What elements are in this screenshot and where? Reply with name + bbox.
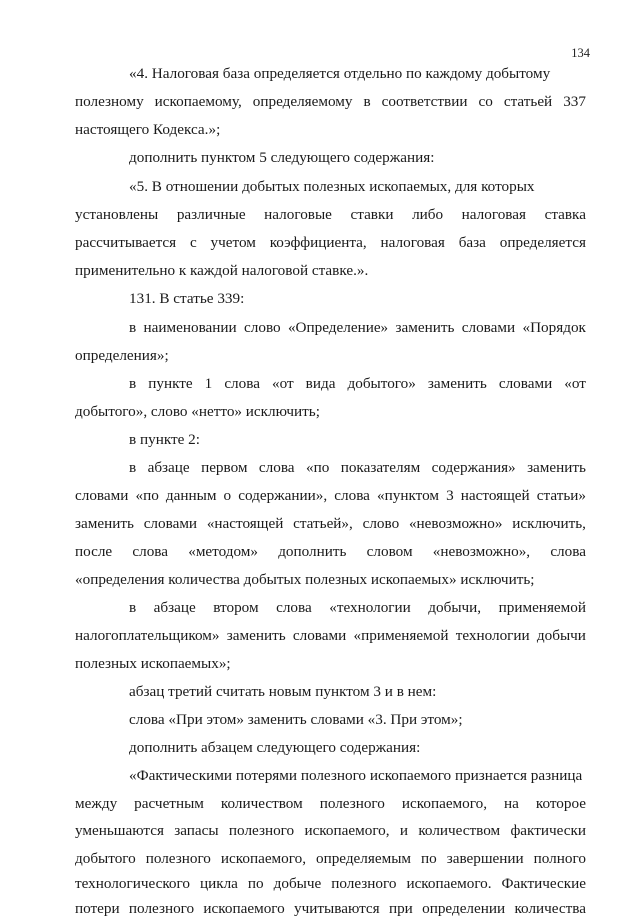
word: абзаце [147,459,190,476]
word: «Порядок [522,319,586,336]
word: определяемому [252,93,353,110]
word: потери [75,900,120,917]
word: «по [135,487,159,504]
word: «по [305,459,330,476]
word: слово [244,319,281,336]
word: полезного [145,850,211,867]
text-line [75,539,586,565]
word: слова «При этом» заменить словами «3. При этом»; [129,711,463,728]
word: «пунктом [377,487,439,504]
word: количества [514,900,586,917]
word: вида [305,375,336,392]
word: добытого» [347,375,416,392]
word: применительно к каждой налоговой ставке.». [75,262,369,279]
word: настоящей [460,487,530,504]
word: в пункте 2: [129,431,200,448]
text-line [75,483,586,509]
word: «определения количества добытых полезных ископаемых» исключить; [75,571,535,588]
text-line [129,371,586,397]
word: полезного [319,795,385,812]
word: ископаемому, [154,93,242,110]
word: различные [176,206,246,223]
word: либо [412,206,444,223]
word: завершении [446,850,524,867]
text-line [75,258,586,284]
word: слова [276,599,312,616]
word: запасы [174,822,219,839]
word: «5. В отношении добытых полезных ископаемых, для которых [129,178,535,195]
text-line [129,735,586,761]
word: слова [132,543,169,560]
text-line [75,89,586,115]
word: заменить [527,459,586,476]
word: коэффициента, [269,234,367,251]
word: полезного [228,822,295,839]
word: «Фактическими потерями полезного ископаемого признается разница [129,767,583,784]
word: словами [292,627,347,644]
text-line [129,61,586,87]
text-line [129,174,586,200]
word: по [247,875,264,892]
word: 131. В статье 339: [129,290,245,307]
word: содержании», [238,487,328,504]
word: содержания» [431,459,516,476]
text-line [129,707,586,733]
word: первом [201,459,248,476]
word: определении [422,900,506,917]
word: о [223,487,232,504]
word: абзац третий считать новым пунктом 3 и в нем: [129,683,437,700]
word: технологического [75,875,190,892]
word: абзаце [153,599,196,616]
word: количеством [220,795,303,812]
word: база [458,234,486,251]
word: полезного [331,875,397,892]
text-line [129,315,586,341]
word: в [129,375,137,392]
word: «Определение» [287,319,389,336]
word: добытого [75,850,136,867]
text-line [75,896,586,922]
word: определяемым [315,850,412,867]
word: добычи [536,627,586,644]
word: «настоящей [206,515,284,532]
text-line [75,567,586,593]
word: заменить [226,627,286,644]
word: слово [362,515,400,532]
word: налоговые [264,206,332,223]
word: ископаемого. [406,875,492,892]
word: по [421,850,437,867]
word: определения»; [75,347,169,364]
word: дополнить [278,543,347,560]
word: «от [564,375,586,392]
text-line [129,455,586,481]
word: расчетным [134,795,204,812]
word: «4. Налоговая база определяется отдельно по каждому добытому [129,65,551,82]
word: установлены [75,206,159,223]
word: ископаемого [203,900,285,917]
word: технологии [455,627,530,644]
word: словами [143,515,198,532]
word: со [478,93,493,110]
word: при [388,900,413,917]
word: добытого», слово «нетто» исключить; [75,403,320,420]
word: «невозможно» [408,515,503,532]
word: «методом» [188,543,258,560]
word: налогоплательщиком» [75,627,220,644]
word: ископаемого, [304,822,390,839]
word: статьей», [293,515,353,532]
word: 3 [446,487,454,504]
word: заменить [395,319,455,336]
text-line [75,846,586,872]
word: полного [533,850,586,867]
word: налоговая [380,234,445,251]
text-line [75,117,586,143]
text-line [129,679,586,705]
text-line [75,399,586,425]
word: после [75,543,113,560]
word: фактически [510,822,586,839]
text-line [75,871,586,897]
word: показателям [340,459,421,476]
text-line [129,145,586,171]
word: рассчитывается [75,234,177,251]
text-line [75,623,586,649]
word: добыче [273,875,322,892]
word: словами [461,319,516,336]
word: в [129,459,137,476]
word: ставка [544,206,586,223]
word: словами [498,375,553,392]
word: применяемой [498,599,586,616]
word: учитываются [294,900,380,917]
word: которое [535,795,586,812]
word: в [129,319,137,336]
word: ископаемого, [220,850,306,867]
word: исключить, [512,515,586,532]
word: Фактические [501,875,586,892]
word: ставки [350,206,394,223]
word: настоящего Кодекса.»; [75,121,221,138]
text-line [129,286,586,312]
word: ископаемого, [401,795,487,812]
word: 337 [563,93,586,110]
text-line [75,202,586,228]
word: «применяемой [353,627,449,644]
word: учетом [210,234,256,251]
word: полезному [75,93,144,110]
word: «от [272,375,294,392]
page-number: 134 [571,46,590,60]
word: слова [224,375,260,392]
word: «технологии [329,599,411,616]
word: слова [550,543,586,560]
word: заменить [75,515,134,532]
word: словом [366,543,413,560]
text-line [75,343,586,369]
word: уменьшаются [75,822,164,839]
word: в [363,93,371,110]
word: налоговая [461,206,526,223]
text-line [75,230,586,256]
word: заменить [427,375,487,392]
word: словами [75,487,129,504]
word: соответствии [381,93,468,110]
word: данным [165,487,217,504]
word: статьей [503,93,553,110]
word: полезного [128,900,195,917]
word: определяется [499,234,586,251]
word: дополнить абзацем следующего содержания: [129,739,421,756]
word: пункте [148,375,193,392]
word: количеством [418,822,501,839]
text-line [75,791,586,817]
word: полезных ископаемых»; [75,655,231,672]
text-line [75,651,586,677]
text-line [75,511,586,537]
word: дополнить пунктом 5 следующего содержания: [129,149,435,166]
word: и [399,822,409,839]
word: втором [213,599,259,616]
word: слова [258,459,295,476]
text-line [129,595,586,621]
word: в [129,599,137,616]
word: между [75,795,118,812]
word: с [189,234,197,251]
word: на [503,795,519,812]
word: добычи, [428,599,482,616]
text-line [129,763,586,789]
word: «невозможно», [432,543,531,560]
word: статьи» [536,487,586,504]
word: цикла [199,875,238,892]
word: слова [334,487,370,504]
word: 1 [204,375,213,392]
text-line [75,818,586,844]
word: наименовании [143,319,237,336]
text-line [129,427,586,453]
